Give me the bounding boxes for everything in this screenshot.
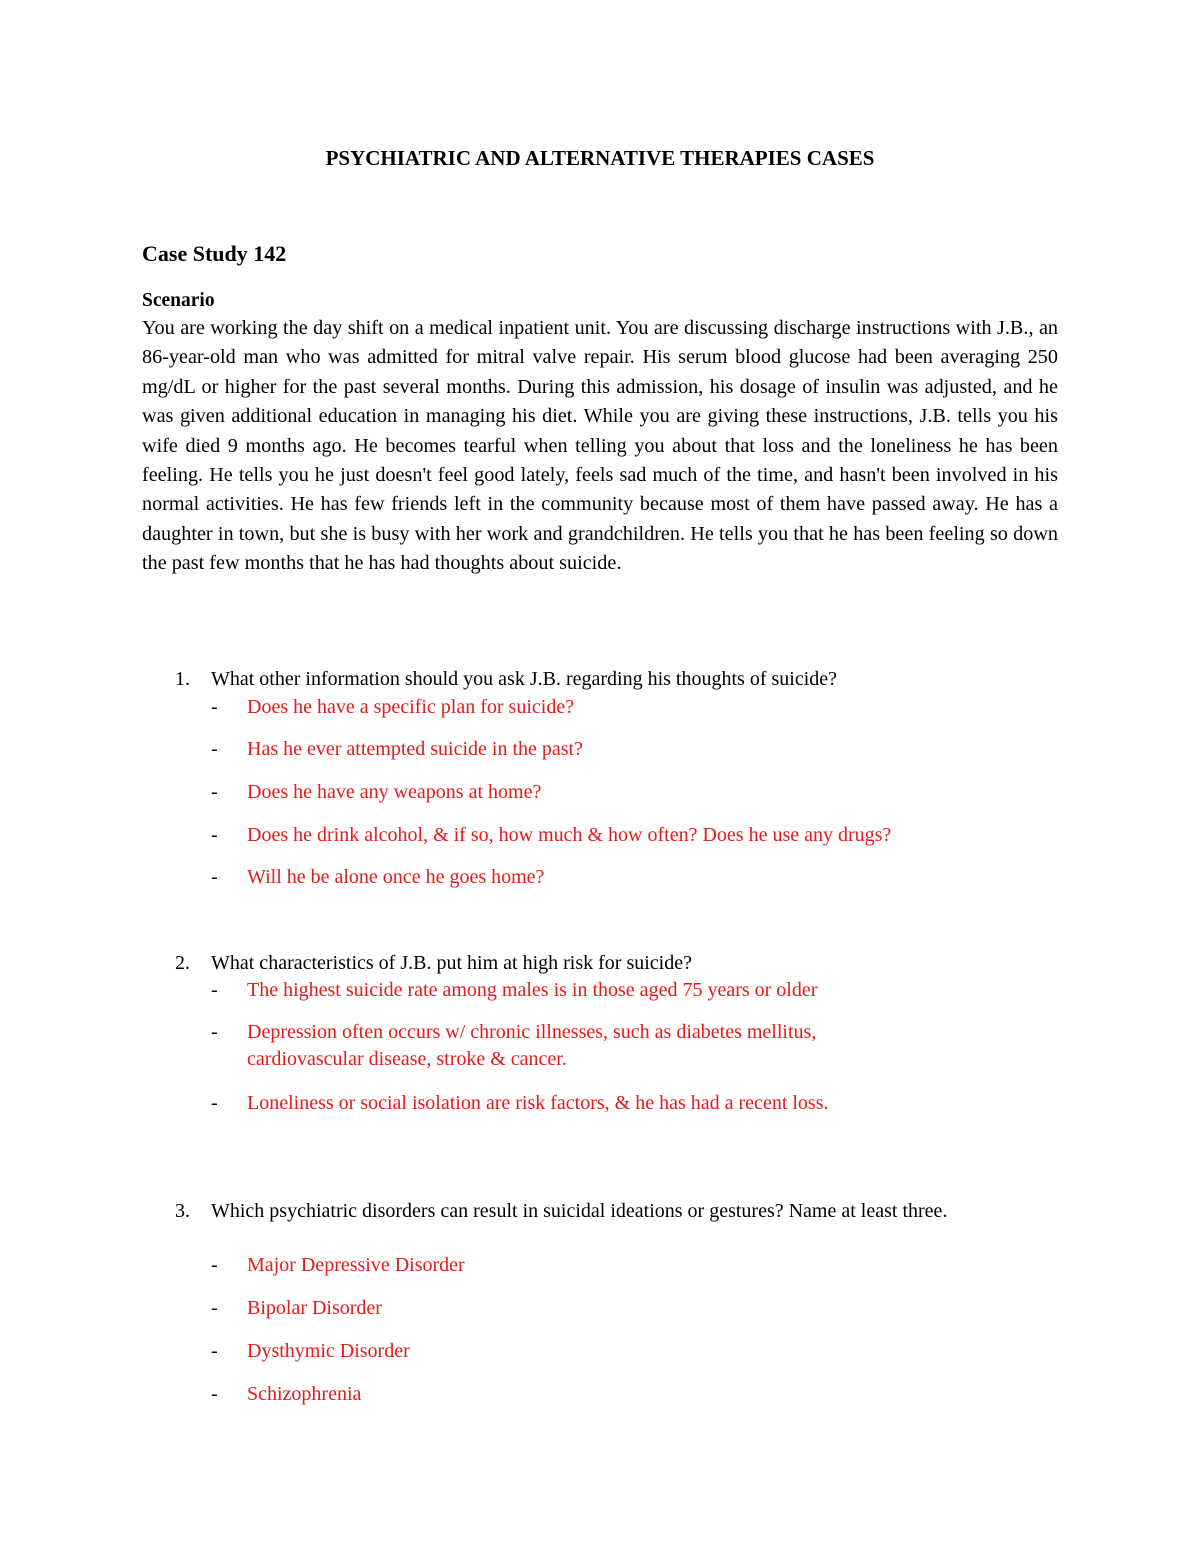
answer-item: [211, 864, 1031, 891]
question-text: Which psychiatric disorders can result in suicidal ideations or gestures? Name at least three.: [211, 1200, 948, 1222]
answer-text: Has he ever attempted suicide in the past?: [247, 738, 583, 760]
answer-item: [211, 694, 1031, 721]
answer-text: Does he have any weapons at home?: [247, 781, 542, 803]
answer-item: [211, 1381, 1031, 1408]
answer-text: Will he be alone once he goes home?: [247, 866, 545, 888]
answer-text: Dysthymic Disorder: [247, 1340, 410, 1362]
answer-item: [211, 822, 1031, 849]
answer-item: [211, 736, 1031, 763]
answer-text: Loneliness or social isolation are risk factors, & he has had a recent loss.: [247, 1092, 829, 1114]
answer-text: Schizophrenia: [247, 1383, 362, 1405]
question-number: 3.: [175, 1200, 190, 1222]
dash-bullet: -: [211, 738, 218, 760]
answer-text: Does he drink alcohol, & if so, how much & how often? Does he use any drugs?: [247, 824, 892, 846]
answer-item: [211, 1090, 1031, 1117]
dash-bullet: -: [211, 1297, 218, 1319]
dash-bullet: -: [211, 1254, 218, 1276]
question-2: [175, 950, 1035, 977]
question-text: What characteristics of J.B. put him at high risk for suicide?: [211, 952, 692, 974]
document-title: PSYCHIATRIC AND ALTERNATIVE THERAPIES CASES: [325, 146, 875, 170]
answer-text: Major Depressive Disorder: [247, 1254, 465, 1276]
answer-item: [211, 977, 1031, 1004]
dash-bullet: -: [211, 781, 218, 803]
dash-bullet: -: [211, 979, 218, 1001]
question-number: 1.: [175, 668, 190, 690]
scenario-paragraph: You are working the day shift on a medical inpatient unit. You are discussing discharge instructions with J.B., an 86-year-old man who was admitted for mitral valve repair. His serum blood glucose had been averaging 250 mg/dL or higher for the past several months. During this admission, his dosage of insulin was adjusted, and he was given additional education in managing his diet. While you are giving these instructions, J.B. tells you his wife died 9 months ago. He becomes tearful when telling you about that loss and the loneliness he has been feeling. He tells you he just doesn't feel good lately, feels sad much of the time, and hasn't been involved in his normal activities. He has few friends left in the community because most of them have passed away. He has a daughter in town, but she is busy with her work and grandchildren. He tells you that he has been feeling so down the past few months that he has had thoughts about suicide.: [142, 317, 1058, 575]
answer-text: Depression often occurs w/ chronic illnesses, such as diabetes mellitus, cardiovascular disease, stroke & cancer.: [247, 1021, 817, 1070]
question-1: [175, 666, 1035, 693]
dash-bullet: -: [211, 1383, 218, 1405]
dash-bullet: -: [211, 1092, 218, 1114]
question-text: What other information should you ask J.B. regarding his thoughts of suicide?: [211, 668, 838, 690]
answer-item: [211, 1252, 1031, 1279]
answer-item: [211, 1019, 911, 1073]
answer-text: Bipolar Disorder: [247, 1297, 382, 1319]
question-number: 2.: [175, 952, 190, 974]
scenario-label: Scenario: [142, 290, 215, 311]
answer-item: [211, 779, 1031, 806]
answer-text: Does he have a specific plan for suicide?: [247, 696, 575, 718]
case-study-heading: Case Study 142: [142, 241, 287, 266]
dash-bullet: -: [211, 1021, 218, 1043]
dash-bullet: -: [211, 1340, 218, 1362]
answer-item: [211, 1295, 1031, 1322]
dash-bullet: -: [211, 866, 218, 888]
answer-item: [211, 1338, 1031, 1365]
question-3: [175, 1198, 1035, 1225]
answer-text: The highest suicide rate among males is in those aged 75 years or older: [247, 979, 818, 1001]
dash-bullet: -: [211, 824, 218, 846]
dash-bullet: -: [211, 696, 218, 718]
